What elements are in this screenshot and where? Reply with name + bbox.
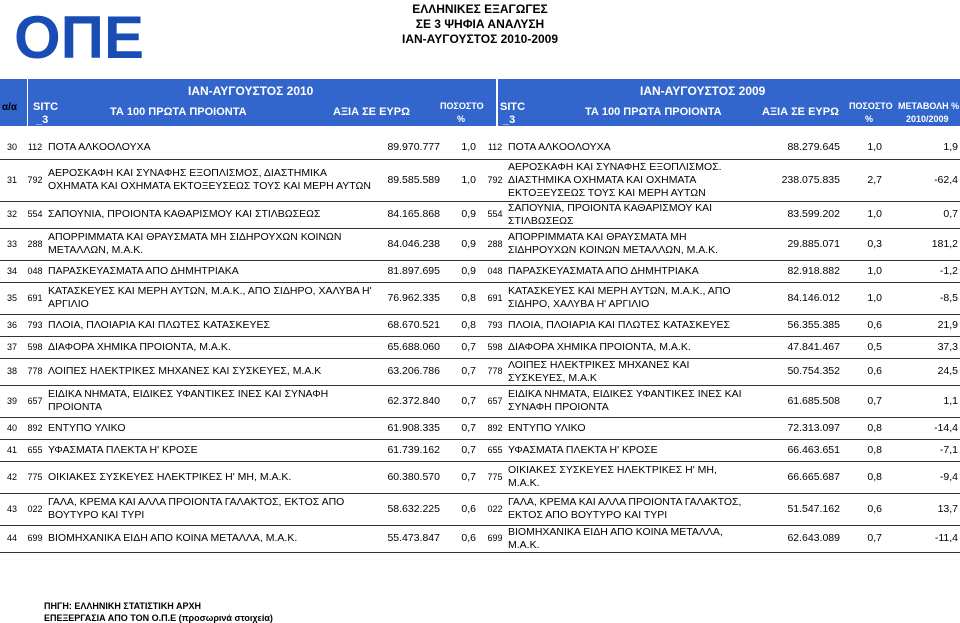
row-number: 37	[6, 341, 17, 352]
row-number: 32	[6, 209, 17, 219]
product-2009: ΒΙΟΜΗΧΑΝΙΚΑ ΕΙΔΗ ΑΠΟ ΚΟΙΝΑ ΜΕΤΑΛΛΑ, Μ.Α.Κ.	[508, 525, 723, 551]
share-2009: 2,7	[867, 173, 882, 186]
table-row	[0, 314, 960, 336]
product-2010: ΒΙΟΜΗΧΑΝΙΚΑ ΕΙΔΗ ΑΠΟ ΚΟΙΝΑ ΜΕΤΑΛΛΑ, Μ.Α.Κ.	[48, 532, 298, 544]
sitc-code-2009: 554	[487, 209, 503, 219]
value-2010: 61.739.162	[387, 443, 440, 456]
value-2010: 68.670.521	[387, 318, 440, 331]
share-2009: 1,0	[867, 291, 882, 304]
value-2010: 76.962.335	[387, 291, 440, 304]
change-pct: -62,4	[934, 173, 958, 186]
product-2009: ΠΟΤΑ ΑΛΚΟΟΛΟΥΧΑ	[508, 141, 611, 154]
report-title-line2: ΣΕ 3 ΨΗΦΙΑ ΑΝΑΛΥΣΗ	[415, 17, 545, 31]
sitc-code-2009: 775	[487, 471, 503, 482]
value-2010: 60.380.570	[387, 470, 440, 483]
share-2010: 0,6	[461, 532, 476, 544]
share-2010: 0,7	[461, 394, 476, 407]
period-2009-label: ΙΑΝ-ΑΥΓΟΥΣΤΟΣ 2009	[640, 84, 766, 98]
value-2009: 62.643.089	[787, 532, 840, 544]
value-2009: 29.885.071	[787, 237, 840, 250]
share-2010: 1,0	[461, 141, 476, 154]
product-2009: ΛΟΙΠΕΣ ΗΛΕΚΤΡΙΚΕΣ ΜΗΧΑΝΕΣ ΚΑΙ ΣΥΣΚΕΥΕΣ, Μ.Α.Κ	[508, 358, 690, 384]
value-2009: 56.355.385	[787, 318, 840, 331]
sitc-code-2010: 048	[27, 265, 43, 276]
product-2010: ΠΑΡΑΣΚΕΥΑΣΜΑΤΑ ΑΠΟ ΔΗΜΗΤΡΙΑΚΑ	[48, 264, 239, 277]
sitc-code-2010: 112	[27, 142, 43, 153]
share-2009: 1,0	[867, 208, 882, 220]
col-pct-2009-suffix: %	[865, 114, 874, 124]
row-number: 38	[6, 366, 17, 376]
value-2010: 89.970.777	[387, 141, 440, 154]
change-pct: 13,7	[937, 502, 958, 515]
value-2010: 65.688.060	[387, 340, 440, 353]
change-pct: -11,4	[934, 532, 958, 544]
value-2010: 62.372.840	[387, 394, 440, 407]
value-2009: 83.599.202	[787, 208, 840, 220]
change-pct: 1,1	[943, 394, 958, 407]
sitc-code-2010: 288	[27, 238, 43, 249]
product-2010: ΕΝΤΥΠΟ ΥΛΙΚΟ	[48, 421, 126, 434]
sitc-code-2010: 598	[27, 341, 43, 352]
product-2010: ΥΦΑΣΜΑΤΑ ΠΛΕΚΤΑ Η' ΚΡΟΣΕ	[48, 443, 198, 456]
value-2010: 58.632.225	[387, 502, 440, 515]
col-sitc-2009-suffix: _3	[503, 114, 516, 126]
col-aa: α/α	[2, 102, 18, 113]
col-pct-2009: ΠΟΣΟΣΤΟ	[849, 101, 893, 111]
share-2009: 0,8	[867, 421, 882, 434]
col-pct-2010-suffix: %	[457, 114, 466, 124]
table-row	[0, 282, 960, 314]
sitc-code-2009: 598	[487, 341, 503, 352]
value-2010: 55.473.847	[387, 532, 440, 544]
row-number: 39	[6, 395, 17, 406]
value-2009: 47.841.467	[787, 340, 840, 353]
change-pct: 37,3	[937, 340, 958, 353]
table-row	[0, 525, 960, 552]
change-pct: -9,4	[939, 470, 958, 483]
product-2009: ΑΕΡΟΣΚΑΦΗ ΚΑΙ ΣΥΝΑΦΗΣ ΕΞΟΠΛΙΣΜΟΣ. ΔΙΑΣΤΗΜΙΚΑ ΟΧΗΜΑΤΑ ΚΑΙ ΟΧΗΜΑΤΑ ΕΚΤΟΞΕΥΣΕΩΣ ΤΟΥΣ ΚΑΙ ΜΕΡΗ ΑΥΤΩΝ	[508, 160, 722, 199]
table-row	[0, 201, 960, 228]
share-2009: 0,3	[867, 237, 882, 250]
share-2010: 0,7	[461, 470, 476, 483]
product-2010: ΓΑΛΑ, ΚΡΕΜΑ ΚΑΙ ΑΛΛΑ ΠΡΟΙΟΝΤΑ ΓΑΛΑΚΤΟΣ, ΕΚΤΟΣ ΑΠΟ ΒΟΥΤΥΡΟ ΚΑΙ ΤΥΡΙ	[48, 496, 345, 521]
sitc-code-2010: 699	[27, 533, 43, 543]
period-2010-label: ΙΑΝ-ΑΥΓΟΥΣΤΟΣ 2010	[188, 84, 314, 98]
row-number: 40	[6, 422, 17, 433]
col-products-2009: ΤΑ 100 ΠΡΩΤΑ ΠΡΟΙΟΝΤΑ	[585, 106, 722, 118]
table-row	[0, 385, 960, 417]
row-number: 41	[6, 444, 17, 455]
sitc-code-2010: 892	[27, 422, 43, 433]
value-2009: 238.075.835	[781, 173, 840, 186]
share-2009: 1,0	[867, 141, 882, 154]
table-row	[0, 159, 960, 201]
value-2010: 89.585.589	[387, 173, 440, 186]
share-2010: 0,7	[461, 443, 476, 456]
logo-text: ΟΠΕ	[14, 4, 145, 68]
table-row	[0, 137, 960, 159]
product-2009: ΠΑΡΑΣΚΕΥΑΣΜΑΤΑ ΑΠΟ ΔΗΜΗΤΡΙΑΚΑ	[508, 264, 699, 277]
col-value-2009: ΑΞΙΑ ΣΕ ΕΥΡΩ	[762, 106, 839, 118]
row-number: 31	[6, 174, 17, 185]
sitc-code-2009: 792	[487, 174, 503, 185]
col-sitc-2010-suffix: _3	[36, 114, 49, 126]
value-2010: 84.046.238	[387, 237, 440, 250]
sitc-code-2009: 793	[487, 319, 503, 330]
column-header	[0, 79, 960, 126]
product-2010: ΕΙΔΙΚΑ ΝΗΜΑΤΑ, ΕΙΔΙΚΕΣ ΥΦΑΝΤΙΚΕΣ ΙΝΕΣ ΚΑΙ ΣΥΝΑΦΗ ΠΡΟΙΟΝΤΑ	[48, 388, 329, 413]
share-2010: 0,7	[461, 340, 476, 353]
table-row	[0, 228, 960, 260]
share-2010: 0,8	[461, 291, 476, 304]
sitc-code-2009: 778	[487, 366, 503, 376]
col-change: ΜΕΤΑΒΟΛΗ %	[898, 101, 960, 111]
table-row	[0, 336, 960, 358]
share-2010: 0,8	[461, 318, 476, 331]
share-2010: 0,9	[461, 237, 476, 250]
row-number: 44	[6, 533, 17, 543]
product-2010: ΑΠΟΡΡΙΜΜΑΤΑ ΚΑΙ ΘΡΑΥΣΜΑΤΑ ΜΗ ΣΙΔΗΡΟΥΧΩΝ ΚΟΙΝΩΝ ΜΕΤΑΛΛΩΝ, Μ.Α.Κ.	[48, 231, 342, 256]
table-row	[0, 358, 960, 385]
sitc-code-2009: 112	[487, 142, 503, 153]
col-products-2010: ΤΑ 100 ΠΡΩΤΑ ΠΡΟΙΟΝΤΑ	[110, 106, 247, 118]
report-title-line1: ΕΛΛΗΝΙΚΕΣ ΕΞΑΓΩΓΕΣ	[412, 2, 548, 16]
exports-table	[0, 137, 960, 553]
sitc-code-2010: 778	[27, 366, 43, 376]
change-pct: -1,2	[939, 264, 958, 277]
value-2010: 84.165.868	[387, 208, 440, 220]
value-2009: 82.918.882	[787, 264, 840, 277]
share-2009: 0,7	[867, 394, 882, 407]
sitc-code-2009: 048	[487, 265, 503, 276]
sitc-code-2010: 775	[27, 471, 43, 482]
value-2009: 72.313.097	[787, 421, 840, 434]
share-2010: 0,6	[461, 502, 476, 515]
table-row	[0, 461, 960, 493]
change-pct: 181,2	[931, 237, 958, 250]
change-pct: -7,1	[939, 443, 958, 456]
processing-note: ΕΠΕΞΕΡΓΑΣΙΑ ΑΠΟ ΤΟΝ Ο.Π.Ε (προσωρινά στοιχεία)	[44, 613, 273, 623]
sitc-code-2009: 691	[487, 292, 503, 303]
sitc-code-2010: 554	[27, 209, 43, 219]
product-2010: ΠΟΤΑ ΑΛΚΟΟΛΟΥΧΑ	[48, 141, 151, 154]
value-2010: 61.908.335	[387, 421, 440, 434]
row-number: 42	[6, 471, 17, 482]
share-2010: 1,0	[461, 173, 476, 186]
table-row	[0, 439, 960, 461]
product-2009: ΔΙΑΦΟΡΑ ΧΗΜΙΚΑ ΠΡΟΙΟΝΤΑ, Μ.Α.Κ.	[508, 340, 691, 353]
col-sitc-2010: SITC	[33, 101, 59, 113]
col-change-suffix: 2010/2009	[906, 114, 949, 124]
share-2009: 1,0	[867, 264, 882, 277]
value-2010: 63.206.786	[387, 365, 440, 377]
change-pct: 24,5	[937, 365, 958, 377]
change-pct: -14,4	[934, 421, 958, 434]
value-2009: 51.547.162	[787, 502, 840, 515]
sitc-code-2009: 657	[487, 395, 503, 406]
table-row	[0, 260, 960, 282]
product-2010: ΠΛΟΙΑ, ΠΛΟΙΑΡΙΑ ΚΑΙ ΠΛΩΤΕΣ ΚΑΤΑΣΚΕΥΕΣ	[48, 318, 270, 331]
table-body	[0, 137, 960, 552]
share-2010: 0,9	[461, 264, 476, 277]
share-2009: 0,6	[867, 502, 882, 515]
share-2009: 0,6	[867, 318, 882, 331]
product-2009: ΟΙΚΙΑΚΕΣ ΣΥΣΚΕΥΕΣ ΗΛΕΚΤΡΙΚΕΣ Η' ΜΗ, Μ.Α.Κ.	[508, 464, 717, 489]
col-sitc-2009: SITC	[500, 101, 526, 113]
sitc-code-2009: 699	[487, 533, 503, 543]
product-2010: ΚΑΤΑΣΚΕΥΕΣ ΚΑΙ ΜΕΡΗ ΑΥΤΩΝ, Μ.Α.Κ., ΑΠΟ ΣΙΔΗΡΟ, ΧΑΛΥΒΑ Η' ΑΡΓΙΛΙΟ	[48, 285, 372, 310]
product-2010: ΔΙΑΦΟΡΑ ΧΗΜΙΚΑ ΠΡΟΙΟΝΤΑ, Μ.Α.Κ.	[48, 340, 231, 353]
source-note: ΠΗΓΗ: ΕΛΛΗΝΙΚΗ ΣΤΑΤΙΣΤΙΚΗ ΑΡΧΗ	[44, 601, 201, 611]
sitc-code-2010: 655	[27, 444, 43, 455]
product-2010: ΣΑΠΟΥΝΙΑ, ΠΡΟΙΟΝΤΑ ΚΑΘΑΡΙΣΜΟΥ ΚΑΙ ΣΤΙΛΒΩΣΕΩΣ	[48, 208, 321, 220]
value-2009: 84.146.012	[787, 291, 840, 304]
product-2009: ΑΠΟΡΡΙΜΜΑΤΑ ΚΑΙ ΘΡΑΥΣΜΑΤΑ ΜΗ ΣΙΔΗΡΟΥΧΩΝ ΚΟΙΝΩΝ ΜΕΤΑΛΛΩΝ, Μ.Α.Κ.	[508, 231, 719, 256]
share-2009: 0,6	[867, 365, 882, 377]
sitc-code-2010: 657	[27, 395, 43, 406]
sitc-code-2010: 793	[27, 319, 43, 330]
sitc-code-2010: 022	[27, 503, 43, 514]
product-2009: ΕΙΔΙΚΑ ΝΗΜΑΤΑ, ΕΙΔΙΚΕΣ ΥΦΑΝΤΙΚΕΣ ΙΝΕΣ ΚΑΙ ΣΥΝΑΦΗ ΠΡΟΙΟΝΤΑ	[508, 388, 742, 413]
change-pct: -8,5	[939, 291, 958, 304]
row-number: 43	[6, 503, 17, 514]
sitc-code-2009: 892	[487, 422, 503, 433]
table-row	[0, 493, 960, 525]
product-2010: ΟΙΚΙΑΚΕΣ ΣΥΣΚΕΥΕΣ ΗΛΕΚΤΡΙΚΕΣ Η' ΜΗ, Μ.Α.Κ.	[48, 470, 292, 483]
product-2009: ΚΑΤΑΣΚΕΥΕΣ ΚΑΙ ΜΕΡΗ ΑΥΤΩΝ, Μ.Α.Κ., ΑΠΟ ΣΙΔΗΡΟ, ΧΑΛΥΒΑ Η' ΑΡΓΙΛΙΟ	[508, 285, 731, 310]
sitc-code-2010: 792	[27, 174, 43, 185]
share-2009: 0,8	[867, 470, 882, 483]
product-2009: ΠΛΟΙΑ, ΠΛΟΙΑΡΙΑ ΚΑΙ ΠΛΩΤΕΣ ΚΑΤΑΣΚΕΥΕΣ	[508, 318, 730, 331]
change-pct: 21,9	[937, 318, 958, 331]
col-pct-2010: ΠΟΣΟΣΤΟ	[440, 101, 484, 111]
col-value-2010: ΑΞΙΑ ΣΕ ΕΥΡΩ	[333, 106, 410, 118]
value-2009: 61.685.508	[787, 394, 840, 407]
share-2010: 0,7	[461, 365, 476, 377]
value-2010: 81.897.695	[387, 264, 440, 277]
product-2009: ΥΦΑΣΜΑΤΑ ΠΛΕΚΤΑ Η' ΚΡΟΣΕ	[508, 443, 658, 456]
product-2009: ΣΑΠΟΥΝΙΑ, ΠΡΟΙΟΝΤΑ ΚΑΘΑΡΙΣΜΟΥ ΚΑΙ ΣΤΙΛΒΩΣΕΩΣ	[508, 201, 713, 227]
sitc-code-2009: 022	[487, 503, 503, 514]
sitc-code-2009: 288	[487, 238, 503, 249]
product-2010: ΑΕΡΟΣΚΑΦΗ ΚΑΙ ΣΥΝΑΦΗΣ ΕΞΟΠΛΙΣΜΟΣ, ΔΙΑΣΤΗΜΙΚΑ ΟΧΗΜΑΤΑ ΚΑΙ ΟΧΗΜΑΤΑ ΕΚΤΟΞΕΥΣΕΩΣ ΤΟΥΣ ΚΑΙ ΜΕΡΗ ΑΥΤΩΝ	[48, 167, 371, 192]
value-2009: 66.463.651	[787, 443, 840, 456]
row-number: 34	[6, 265, 17, 276]
share-2010: 0,9	[461, 208, 476, 220]
row-number: 30	[6, 142, 17, 153]
share-2010: 0,7	[461, 421, 476, 434]
value-2009: 50.754.352	[787, 365, 840, 377]
sitc-code-2010: 691	[27, 292, 43, 303]
sitc-code-2009: 655	[487, 444, 503, 455]
change-pct: 1,9	[943, 141, 958, 154]
product-2010: ΛΟΙΠΕΣ ΗΛΕΚΤΡΙΚΕΣ ΜΗΧΑΝΕΣ ΚΑΙ ΣΥΣΚΕΥΕΣ, Μ.Α.Κ	[48, 365, 322, 377]
row-number: 36	[6, 319, 17, 330]
product-2009: ΕΝΤΥΠΟ ΥΛΙΚΟ	[508, 421, 586, 434]
report-title-line3: ΙΑΝ-ΑΥΓΟΥΣΤΟΣ 2010-2009	[401, 32, 559, 46]
table-row	[0, 417, 960, 439]
product-2009: ΓΑΛΑ, ΚΡΕΜΑ ΚΑΙ ΑΛΛΑ ΠΡΟΙΟΝΤΑ ΓΑΛΑΚΤΟΣ, ΕΚΤΟΣ ΑΠΟ ΒΟΥΤΥΡΟ ΚΑΙ ΤΥΡΙ	[508, 496, 742, 521]
value-2009: 88.279.645	[787, 141, 840, 154]
row-number: 33	[6, 238, 17, 249]
row-number: 35	[6, 292, 17, 303]
share-2009: 0,7	[867, 532, 882, 544]
change-pct: 0,7	[943, 208, 958, 220]
value-2009: 66.665.687	[787, 470, 840, 483]
share-2009: 0,8	[867, 443, 882, 456]
share-2009: 0,5	[867, 340, 882, 353]
